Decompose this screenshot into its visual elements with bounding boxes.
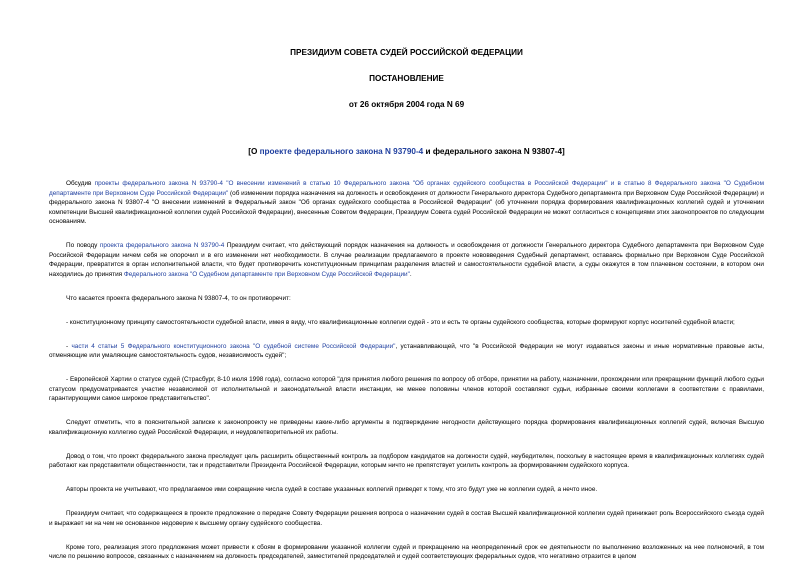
document-body (49, 157, 764, 562)
paragraph-5-text-b: , устанавливающей, что "в Российской Федерации не могут издаваться законы и иные нормативные правовые акты, отменяющие или умаляющие самостоятельность судов, независимость судей"; (49, 342, 764, 359)
paragraph-4: - конституционному принципу самостоятельности судебной власти, имея в виду, что квалификационные коллегии судей - это и есть те органы судейского сообщества, которые формируют корпус носителей судебной власти; (66, 318, 735, 326)
reference-link-93790[interactable]: проекте федерального закона N 93790-4 (259, 147, 424, 156)
reference-open: [О (248, 147, 260, 156)
paragraph-10: Президиум считает, что содержащееся в проекте предложение о передаче Совету Федерации решения вопроса о назначении судей в состав Высшей квалификационной коллегии судей принижает роль Всероссийского съезда судей и выражает ни на чем не основанное недоверие к высшему органу судейского сообщества. (49, 510, 764, 527)
link-judicial-system-law-art5[interactable]: части 4 статьи 5 Федерального конституционного закона "О судебной системе Российской Федерации" (71, 342, 396, 350)
paragraph-1-text-b: (об изменении порядка назначения на должность и освобождения от должности Генерального директора Судебного департамента при Верховном Суде Российской Федерации) и федерального закона N 93807-4 "О внесении изменений в Федеральный закон "Об органах судейского сообщества в Российской Федерации" (об уточнении порядка формирования квалификационных коллегий судей и уточнении компетенции Высшей квалификационной коллегии судей Российской Федерации), внесенные Советом Федерации, Президиум Совета судей Российской Федерации не может согласиться с концепциями этих законопроектов по следующим основаниям. (49, 189, 765, 225)
paragraph-7: Следует отметить, что в пояснительной записке к законопроекту не приведены какие-либо аргументы в подтверждение негодности действующего порядка формирования квалификационных коллегий судей, включая Высшую квалификационную коллегию судей Российской Федерации, и неудовлетворительной их работы. (49, 419, 764, 436)
paragraph-1-text-a: Обсудив (66, 180, 95, 187)
paragraph-2-text-a: По поводу (66, 242, 100, 249)
paragraph-2-text-b: Президиум считает, что действующий порядок назначения на должность и освобождения от должности Генерального директора Судебного департамента при Верховном Суде Российской Федерации ничем себя не опорочил и в его изменении нет необходимости. В случае реализации предлагаемого в проекте нововведения Судебный департамент, оставаясь формально при Верховном Суде Российской Федерации, превратится в орган исполнительной власти, что будет противоречить конституционным принципам разделения властей и самостоятельности судебной власти, а суды окажутся в том плачевном состоянии, в котором они находились до принятия (49, 242, 765, 278)
document-date: от 26 октября 2004 года N 69 (348, 100, 465, 109)
paragraph-2-text-c: . (409, 270, 412, 278)
issuer-title: ПРЕЗИДИУМ СОВЕТА СУДЕЙ РОССИЙСКОЙ ФЕДЕРАЦИИ (290, 48, 523, 57)
reference-close: и федерального закона N 93807-4] (423, 147, 565, 156)
paragraph-3: Что касается проекта федерального закона N 93807-4, то он противоречит: (66, 294, 291, 302)
document-type: ПОСТАНОВЛЕНИЕ (369, 74, 444, 83)
link-draft-laws-93790[interactable]: проекты федерального закона N 93790-4 "О внесении изменений в статью 10 Федерального закона "Об органах судейского сообщества в Российской Федерации" и в статью 8 Федерального закона "О Судебном департаменте при Верховном Суде Российской Федерации" (49, 180, 764, 197)
paragraph-9: Авторы проекта не учитывают, что предлагаемое ими сокращение числа судей в составе указанных коллегий приведет к тому, что это будут уже не коллегии судей, а нечто иное. (66, 486, 598, 493)
paragraph-2 (49, 241, 764, 279)
paragraph-1 (49, 179, 764, 227)
link-draft-law-93790[interactable]: проекта федерального закона N 93790-4 (99, 242, 225, 249)
paragraph-8: Довод о том, что проект федерального закона преследует цель расширить общественный контроль за подбором кандидатов на должности судей, неубедителен, поскольку в настоящее время в квалификационных коллегиях судей работают как представители общественности, так и представители Президента Российской Федерации, которым ничто не препятствует усилить контроль за формированием судейского корпуса. (49, 452, 764, 469)
document-reference (49, 110, 764, 157)
paragraph-5 (49, 342, 764, 361)
link-judicial-department-law[interactable]: Федерального закона "О Судебном департаменте при Верховном Суде Российской Федерации" (123, 270, 410, 278)
paragraph-11: Кроме того, реализация этого предложения может привести к сбоям в формировании указанной коллегии судей и прекращению на неопределенный срок ее деятельности по выполнению возложенных на нее полномочий, в том числе по решению вопросов, связанных с назначением на должность председателей, заместителей председателей и судей соответствующих федеральных судов, что негативно отразится в целом (49, 543, 764, 560)
paragraph-6: - Европейской Хартии о статусе судей (Страсбург, 8-10 июля 1998 года), согласно которой "для принятия любого решения по вопросу об отборе, принятии на работу, назначении, прохождении или прекращении функций любого судьи статусом предусматривается участие независимой от исполнительной и законодательной власти инстанции, не менее половины членов которой составляют судьи, избранные своими коллегами в соответствии с правилами, гарантирующими самое широкое представительство". (49, 376, 764, 402)
paragraph-5-text-a: - (66, 342, 72, 350)
